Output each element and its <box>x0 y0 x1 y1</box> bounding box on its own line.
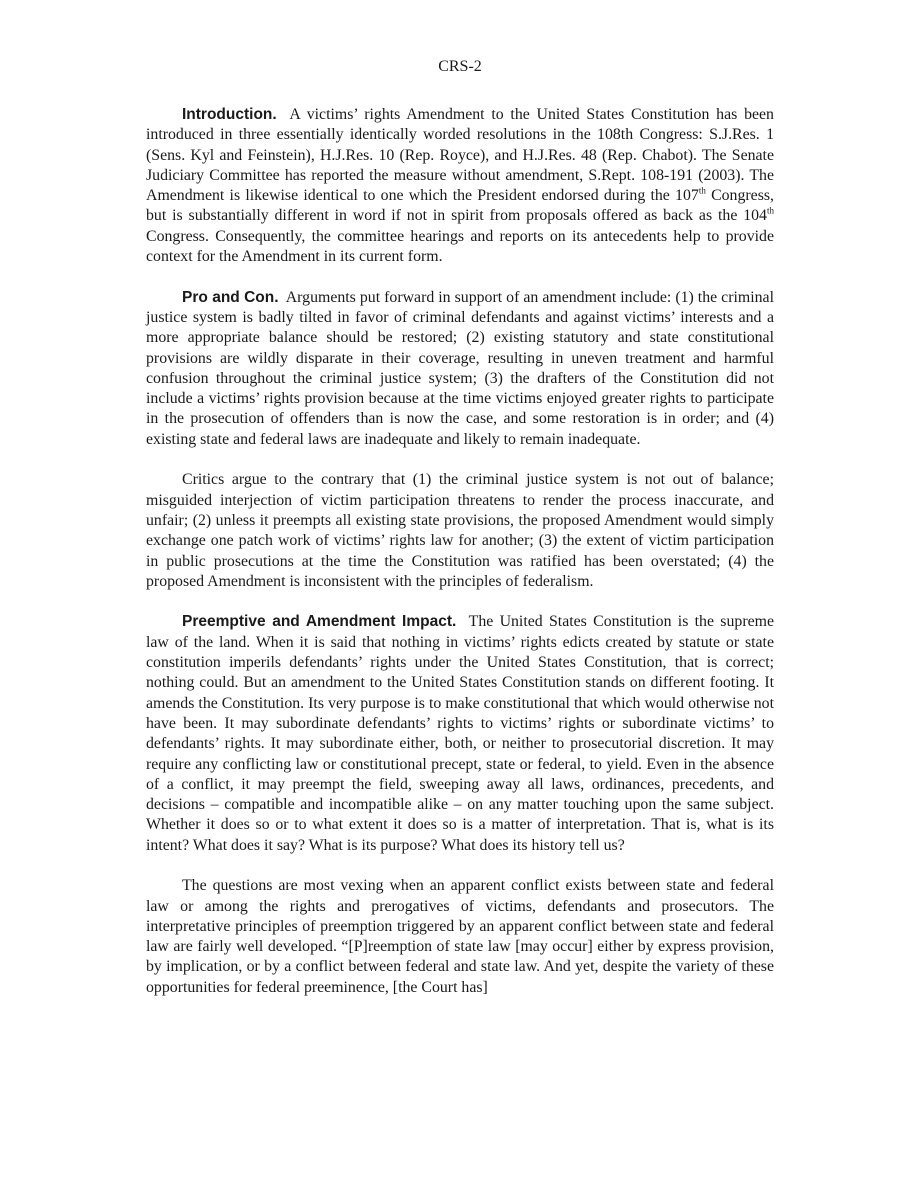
heading-pro-and-con: Pro and Con. <box>182 288 279 306</box>
paragraph-text: Critics argue to the contrary that (1) the criminal justice system is not out of balance; misguided interjection of victim participation threatens to render the process inaccurate, and unfair; (2) unless it preempts all existing state provisions, the proposed Amendment would simply exchange one patch work of victims’ rights law for another; (3) the extent of victim participation in public prosecutions at the time the Constitution was ratified has been overstated; (4) the proposed Amendment is inconsistent with the principles of federalism. <box>146 471 774 590</box>
paragraph-pro-and-con <box>146 288 774 450</box>
page-number: CRS-2 <box>438 58 482 75</box>
heading-introduction: Introduction. <box>182 106 277 123</box>
superscript-th: th <box>766 206 774 217</box>
document-body <box>146 105 774 1018</box>
paragraph-text: Arguments put forward in support of an amendment include: (1) the criminal justice system is badly tilted in favor of criminal defendants and against victims’ interests and a more appropriate balance should be restored; (2) existing statutory and state constitutional provisions are wildly disparate in their coverage, resulting in uneven treatment and harmful confusion throughout the criminal justice system; (3) the drafters of the Constitution did not include a victims’ rights provision because at the time victims enjoyed greater rights to participate in the prosecution of offenders than is now the case, and some restoration is in order; and (4) existing state and federal laws are inadequate and likely to remain inadequate. <box>146 288 774 448</box>
paragraph-text: The questions are most vexing when an apparent conflict exists between state and federal law or among the rights and prerogatives of victims, defendants and prosecutors. The interpretative principles of preemption triggered by an apparent conflict between state and federal law are fairly well developed. “[P]reemption of state law [may occur] either by express provision, by implication, or by a conflict between federal and state law. And yet, despite the variety of these opportunities for federal preeminence, [the Court has] <box>146 877 774 996</box>
paragraph-text: Congress, but is substantially different in word if not in spirit from proposals offered as back as the 104 <box>146 187 774 225</box>
heading-preemptive-impact: Preemptive and Amendment Impact. <box>182 613 457 631</box>
paragraph-critics <box>146 470 774 592</box>
superscript-th: th <box>698 185 706 196</box>
paragraph-preemptive-impact <box>146 612 774 856</box>
paragraph-text: A victims’ rights Amendment to the United States Constitution has been introduced in three essentially identically worded resolutions in the 108th Congress: S.J.Res. 1 (Sens. Kyl and Feinstein), H.J.Res. 10 (Rep. Royce), and H.J.Res. 48 (Rep. Chabot). The Senate Judiciary Committee has reported the measure without amendment, S.Rept. 108-191 (2003). The Amendment is likewise identical to one which the President endorsed during the 107 <box>146 106 774 205</box>
paragraph-questions <box>146 876 774 998</box>
paragraph-text: The United States Constitution is the supreme law of the land. When it is said that nothing in victims’ rights edicts created by statute or state constitution imperils defendants’ rights under the United States Constitution, that is correct; nothing could. But an amendment to the United States Constitution stands on different footing. It amends the Constitution. Its very purpose is to make constitutional that which would otherwise not have been. It may subordinate defendants’ rights to victims’ rights or subordinate victims’ to defendants’ rights. It may subordinate either, both, or neither to prosecutorial discretion. It may require any conflicting law or constitutional precept, state or federal, to yield. Even in the absence of a conflict, it may preempt the field, sweeping away all laws, ordinances, precedents, and decisions – compatible and incompatible alike – on any matter touching upon the same subject. Whether it does so or to what extent it does so is a matter of interpretation. That is, what is its intent? What does it say? What is its purpose? What does its history tell us? <box>146 613 774 854</box>
paragraph-introduction <box>146 105 774 267</box>
paragraph-text: Congress. Consequently, the committee hearings and reports on its antecedents help to provide context for the Amendment in its current form. <box>146 227 774 266</box>
